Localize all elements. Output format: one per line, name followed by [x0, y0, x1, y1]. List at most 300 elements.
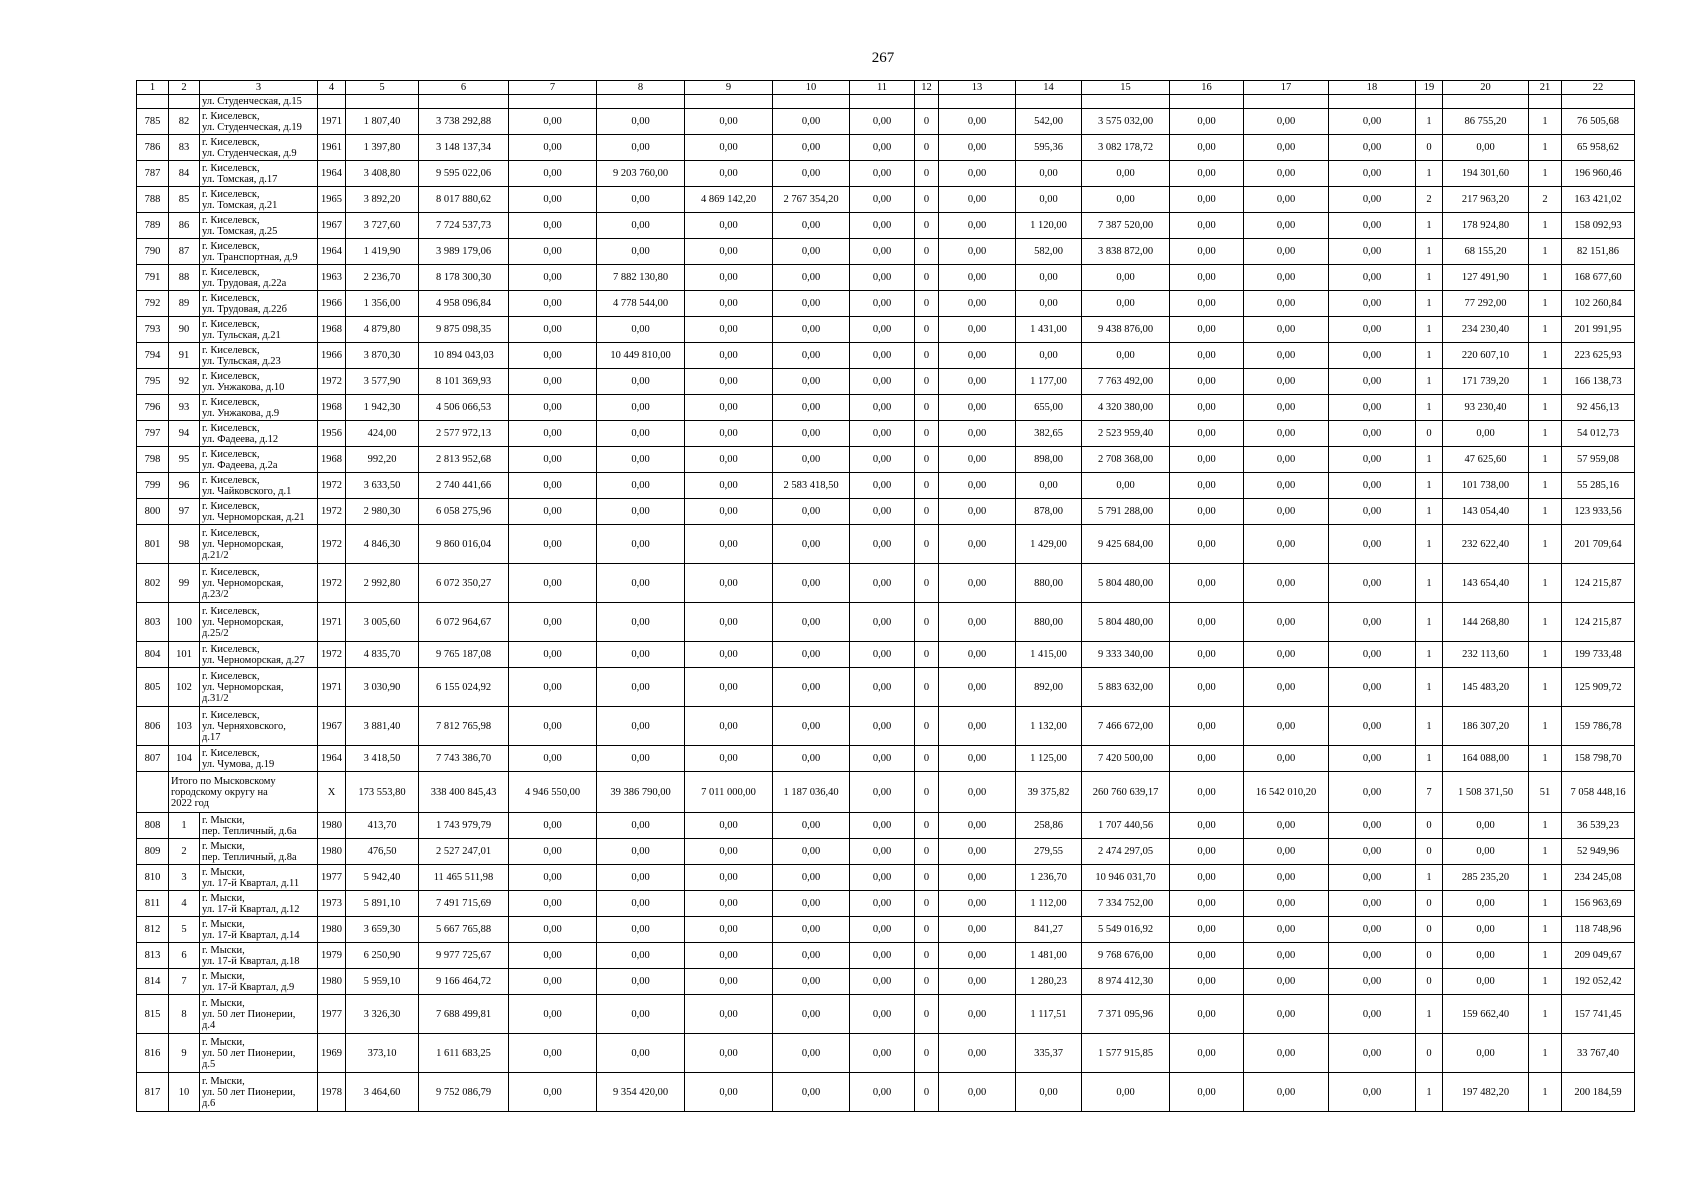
count-col-21-cell: 1 — [1529, 265, 1562, 291]
count-col-21-cell: 1 — [1529, 1073, 1562, 1112]
cost-col-8-cell: 39 386 790,00 — [597, 772, 685, 813]
cost-col-8-cell: 0,00 — [597, 707, 685, 746]
count-col-12-cell: 0 — [915, 343, 939, 369]
address-cell: г. Киселевск, ул. Черноморская, д.27 — [200, 642, 318, 668]
cost-col-10-cell: 0,00 — [773, 213, 850, 239]
cost-col-18-cell: 0,00 — [1329, 317, 1416, 343]
table-row — [137, 473, 1635, 499]
cost-col-20-cell: 0,00 — [1443, 917, 1529, 943]
cost-col-8-cell: 0,00 — [597, 525, 685, 564]
build-year-cell: 1966 — [318, 343, 346, 369]
cost-col-15-cell: 5 549 016,92 — [1082, 917, 1170, 943]
table-row — [137, 525, 1635, 564]
cost-col-18-cell: 0,00 — [1329, 603, 1416, 642]
cost-col-11-cell: 0,00 — [850, 135, 915, 161]
area-cell: 1 807,40 — [346, 109, 419, 135]
cost-col-16-cell: 0,00 — [1170, 917, 1244, 943]
count-col-12-cell: 0 — [915, 447, 939, 473]
count-col-21-cell: 2 — [1529, 187, 1562, 213]
volume-col-14-cell: 0,00 — [1016, 291, 1082, 317]
count-col-12-cell: 0 — [915, 813, 939, 839]
cost-col-20-cell: 164 088,00 — [1443, 746, 1529, 772]
cost-col-10-cell: 0,00 — [773, 525, 850, 564]
row-index-cell: 797 — [137, 421, 169, 447]
row-index-cell: 805 — [137, 668, 169, 707]
group-index-cell: 7 — [169, 969, 200, 995]
cost-col-20-cell — [1443, 95, 1529, 109]
table-body — [137, 95, 1635, 1112]
cost-col-13-cell: 0,00 — [939, 291, 1016, 317]
cost-col-22-cell: 102 260,84 — [1562, 291, 1635, 317]
cost-col-13-cell: 0,00 — [939, 135, 1016, 161]
row-index-cell — [137, 95, 169, 109]
cost-col-16-cell: 0,00 — [1170, 603, 1244, 642]
count-col-21-cell: 1 — [1529, 447, 1562, 473]
cost-col-17-cell: 0,00 — [1244, 564, 1329, 603]
total-cost-cell: 9 595 022,06 — [419, 161, 509, 187]
count-col-12-cell: 0 — [915, 564, 939, 603]
cost-col-22-cell: 7 058 448,16 — [1562, 772, 1635, 813]
cost-col-13-cell: 0,00 — [939, 265, 1016, 291]
volume-col-14-cell: 595,36 — [1016, 135, 1082, 161]
group-index-cell: 97 — [169, 499, 200, 525]
cost-col-22-cell: 57 959,08 — [1562, 447, 1635, 473]
cost-col-10-cell: 0,00 — [773, 917, 850, 943]
cost-col-7-cell: 0,00 — [509, 917, 597, 943]
cost-col-16-cell: 0,00 — [1170, 135, 1244, 161]
count-col-12-cell: 0 — [915, 187, 939, 213]
total-cost-cell: 6 072 964,67 — [419, 603, 509, 642]
cost-col-9-cell: 0,00 — [685, 291, 773, 317]
cost-col-11-cell: 0,00 — [850, 395, 915, 421]
total-cost-cell: 2 527 247,01 — [419, 839, 509, 865]
cost-col-17-cell: 0,00 — [1244, 265, 1329, 291]
count-col-19-cell: 1 — [1416, 343, 1443, 369]
area-cell: 2 980,30 — [346, 499, 419, 525]
cost-col-9-cell: 0,00 — [685, 943, 773, 969]
cost-col-18-cell: 0,00 — [1329, 917, 1416, 943]
column-number-5: 5 — [346, 81, 419, 95]
cost-col-9-cell: 7 011 000,00 — [685, 772, 773, 813]
cost-col-22-cell: 33 767,40 — [1562, 1034, 1635, 1073]
volume-col-14-cell: 1 112,00 — [1016, 891, 1082, 917]
total-cost-cell: 4 506 066,53 — [419, 395, 509, 421]
table-row — [137, 891, 1635, 917]
area-cell: 3 326,30 — [346, 995, 419, 1034]
total-cost-cell: 4 958 096,84 — [419, 291, 509, 317]
count-col-21-cell: 1 — [1529, 239, 1562, 265]
count-col-12-cell: 0 — [915, 473, 939, 499]
cost-col-10-cell: 0,00 — [773, 746, 850, 772]
cost-col-8-cell: 0,00 — [597, 109, 685, 135]
count-col-21-cell: 1 — [1529, 603, 1562, 642]
cost-col-18-cell: 0,00 — [1329, 865, 1416, 891]
build-year-cell: 1972 — [318, 525, 346, 564]
cost-col-15-cell: 0,00 — [1082, 161, 1170, 187]
cost-col-8-cell: 0,00 — [597, 499, 685, 525]
row-index-cell: 793 — [137, 317, 169, 343]
cost-col-15-cell: 7 466 672,00 — [1082, 707, 1170, 746]
count-col-19-cell: 0 — [1416, 839, 1443, 865]
address-cell: г. Киселевск, ул. Фадеева, д.12 — [200, 421, 318, 447]
cost-col-16-cell: 0,00 — [1170, 642, 1244, 668]
table-row — [137, 317, 1635, 343]
group-index-cell: 90 — [169, 317, 200, 343]
cost-col-7-cell: 0,00 — [509, 707, 597, 746]
cost-col-16-cell: 0,00 — [1170, 473, 1244, 499]
cost-col-7-cell: 0,00 — [509, 421, 597, 447]
total-cost-cell: 9 752 086,79 — [419, 1073, 509, 1112]
build-year-cell: 1977 — [318, 995, 346, 1034]
cost-col-10-cell: 0,00 — [773, 1073, 850, 1112]
cost-col-22-cell: 82 151,86 — [1562, 239, 1635, 265]
cost-col-11-cell: 0,00 — [850, 839, 915, 865]
cost-col-10-cell: 0,00 — [773, 813, 850, 839]
cost-col-9-cell: 0,00 — [685, 969, 773, 995]
cost-col-11-cell: 0,00 — [850, 265, 915, 291]
cost-col-17-cell: 0,00 — [1244, 473, 1329, 499]
row-index-cell: 811 — [137, 891, 169, 917]
count-col-12-cell: 0 — [915, 1073, 939, 1112]
cost-col-7-cell: 0,00 — [509, 995, 597, 1034]
row-index-cell: 810 — [137, 865, 169, 891]
table-row — [137, 343, 1635, 369]
column-number-22: 22 — [1562, 81, 1635, 95]
cost-col-16-cell — [1170, 95, 1244, 109]
cost-col-10-cell: 0,00 — [773, 995, 850, 1034]
table-row — [137, 917, 1635, 943]
cost-col-22-cell: 163 421,02 — [1562, 187, 1635, 213]
total-cost-cell: 338 400 845,43 — [419, 772, 509, 813]
cost-col-18-cell: 0,00 — [1329, 447, 1416, 473]
address-cell: г. Киселевск, ул. Томская, д.17 — [200, 161, 318, 187]
cost-col-22-cell: 201 709,64 — [1562, 525, 1635, 564]
count-col-21-cell: 1 — [1529, 865, 1562, 891]
cost-col-8-cell: 0,00 — [597, 239, 685, 265]
count-col-21-cell: 1 — [1529, 813, 1562, 839]
volume-col-14-cell: 1 415,00 — [1016, 642, 1082, 668]
cost-col-10-cell — [773, 95, 850, 109]
count-col-21-cell: 1 — [1529, 969, 1562, 995]
count-col-21-cell: 1 — [1529, 943, 1562, 969]
total-cost-cell: 3 738 292,88 — [419, 109, 509, 135]
count-col-21-cell: 1 — [1529, 317, 1562, 343]
cost-col-22-cell: 124 215,87 — [1562, 603, 1635, 642]
count-col-12-cell: 0 — [915, 668, 939, 707]
cost-col-22-cell: 234 245,08 — [1562, 865, 1635, 891]
row-index-cell: 787 — [137, 161, 169, 187]
cost-col-16-cell: 0,00 — [1170, 265, 1244, 291]
cost-col-8-cell: 0,00 — [597, 865, 685, 891]
cost-col-8-cell: 0,00 — [597, 317, 685, 343]
cost-col-17-cell: 0,00 — [1244, 746, 1329, 772]
cost-col-8-cell: 0,00 — [597, 447, 685, 473]
table-total-row — [137, 772, 1635, 813]
cost-col-7-cell: 0,00 — [509, 161, 597, 187]
cost-col-17-cell: 0,00 — [1244, 447, 1329, 473]
area-cell: 373,10 — [346, 1034, 419, 1073]
cost-col-20-cell: 197 482,20 — [1443, 1073, 1529, 1112]
count-col-21-cell: 1 — [1529, 135, 1562, 161]
address-cell: г. Киселевск, ул. Студенческая, д.9 — [200, 135, 318, 161]
cost-col-7-cell: 0,00 — [509, 187, 597, 213]
cost-col-10-cell: 0,00 — [773, 891, 850, 917]
cost-col-10-cell: 0,00 — [773, 969, 850, 995]
cost-col-9-cell: 0,00 — [685, 161, 773, 187]
group-index-cell: 2 — [169, 839, 200, 865]
column-number-21: 21 — [1529, 81, 1562, 95]
address-cell: г. Киселевск, ул. Черноморская, д.25/2 — [200, 603, 318, 642]
count-col-21-cell: 1 — [1529, 343, 1562, 369]
cost-col-22-cell: 158 092,93 — [1562, 213, 1635, 239]
cost-col-15-cell: 5 791 288,00 — [1082, 499, 1170, 525]
build-year-cell: 1978 — [318, 1073, 346, 1112]
cost-col-15-cell: 9 768 676,00 — [1082, 943, 1170, 969]
column-number-1: 1 — [137, 81, 169, 95]
group-index-cell: 104 — [169, 746, 200, 772]
area-cell: 6 250,90 — [346, 943, 419, 969]
cost-col-11-cell: 0,00 — [850, 969, 915, 995]
group-index-cell — [169, 95, 200, 109]
cost-col-11-cell: 0,00 — [850, 1034, 915, 1073]
cost-col-11-cell: 0,00 — [850, 865, 915, 891]
volume-col-14-cell: 1 481,00 — [1016, 943, 1082, 969]
cost-col-13-cell: 0,00 — [939, 239, 1016, 265]
total-cost-cell: 6 058 275,96 — [419, 499, 509, 525]
address-cell: г. Мыски, ул. 17-й Квартал, д.18 — [200, 943, 318, 969]
cost-col-17-cell: 0,00 — [1244, 969, 1329, 995]
cost-col-15-cell: 5 883 632,00 — [1082, 668, 1170, 707]
cost-col-7-cell: 4 946 550,00 — [509, 772, 597, 813]
total-cost-cell: 3 989 179,06 — [419, 239, 509, 265]
cost-col-18-cell: 0,00 — [1329, 187, 1416, 213]
total-cost-cell: 5 667 765,88 — [419, 917, 509, 943]
cost-col-15-cell: 7 334 752,00 — [1082, 891, 1170, 917]
cost-col-13-cell: 0,00 — [939, 473, 1016, 499]
cost-col-9-cell: 0,00 — [685, 995, 773, 1034]
cost-col-13-cell: 0,00 — [939, 343, 1016, 369]
cost-col-9-cell: 0,00 — [685, 499, 773, 525]
count-col-19-cell: 1 — [1416, 239, 1443, 265]
cost-col-18-cell: 0,00 — [1329, 839, 1416, 865]
cost-col-16-cell: 0,00 — [1170, 369, 1244, 395]
cost-col-13-cell: 0,00 — [939, 891, 1016, 917]
volume-col-14-cell: 655,00 — [1016, 395, 1082, 421]
cost-col-22-cell: 36 539,23 — [1562, 813, 1635, 839]
cost-col-16-cell: 0,00 — [1170, 995, 1244, 1034]
cost-col-13-cell: 0,00 — [939, 746, 1016, 772]
group-index-cell: 83 — [169, 135, 200, 161]
total-cost-cell: 8 017 880,62 — [419, 187, 509, 213]
cost-col-18-cell: 0,00 — [1329, 421, 1416, 447]
group-index-cell: 86 — [169, 213, 200, 239]
address-cell: г. Киселевск, ул. Чайковского, д.1 — [200, 473, 318, 499]
column-number-17: 17 — [1244, 81, 1329, 95]
count-col-12-cell: 0 — [915, 499, 939, 525]
cost-col-20-cell: 0,00 — [1443, 891, 1529, 917]
area-cell: 3 408,80 — [346, 161, 419, 187]
cost-col-18-cell: 0,00 — [1329, 369, 1416, 395]
cost-col-8-cell: 0,00 — [597, 1034, 685, 1073]
table-row — [137, 839, 1635, 865]
cost-col-16-cell: 0,00 — [1170, 772, 1244, 813]
cost-col-9-cell: 0,00 — [685, 525, 773, 564]
cost-col-22-cell: 159 786,78 — [1562, 707, 1635, 746]
count-col-21-cell: 1 — [1529, 395, 1562, 421]
cost-col-11-cell: 0,00 — [850, 1073, 915, 1112]
cost-col-22-cell: 209 049,67 — [1562, 943, 1635, 969]
cost-col-9-cell: 0,00 — [685, 917, 773, 943]
table-row — [137, 291, 1635, 317]
column-number-4: 4 — [318, 81, 346, 95]
volume-col-14-cell: 279,55 — [1016, 839, 1082, 865]
cost-col-7-cell: 0,00 — [509, 499, 597, 525]
count-col-21-cell: 1 — [1529, 917, 1562, 943]
row-index-cell: 796 — [137, 395, 169, 421]
address-cell: г. Мыски, пер. Тепличный, д.8а — [200, 839, 318, 865]
group-index-cell: 92 — [169, 369, 200, 395]
cost-col-18-cell: 0,00 — [1329, 473, 1416, 499]
cost-col-16-cell: 0,00 — [1170, 943, 1244, 969]
cost-col-15-cell: 5 804 480,00 — [1082, 603, 1170, 642]
column-number-20: 20 — [1443, 81, 1529, 95]
cost-col-11-cell: 0,00 — [850, 317, 915, 343]
cost-col-17-cell: 0,00 — [1244, 707, 1329, 746]
address-cell: г. Киселевск, ул. Тульская, д.23 — [200, 343, 318, 369]
total-cost-cell: 2 813 952,68 — [419, 447, 509, 473]
count-col-19-cell: 7 — [1416, 772, 1443, 813]
count-col-12-cell: 0 — [915, 943, 939, 969]
cost-col-7-cell: 0,00 — [509, 564, 597, 603]
row-index-cell: 791 — [137, 265, 169, 291]
cost-col-9-cell: 0,00 — [685, 603, 773, 642]
volume-col-14-cell: 1 117,51 — [1016, 995, 1082, 1034]
cost-col-20-cell: 0,00 — [1443, 839, 1529, 865]
table-row — [137, 213, 1635, 239]
address-cell: г. Мыски, ул. 17-й Квартал, д.14 — [200, 917, 318, 943]
cost-col-18-cell: 0,00 — [1329, 668, 1416, 707]
count-col-21-cell: 1 — [1529, 668, 1562, 707]
cost-col-20-cell: 232 113,60 — [1443, 642, 1529, 668]
cost-col-18-cell: 0,00 — [1329, 499, 1416, 525]
volume-col-14-cell — [1016, 95, 1082, 109]
volume-col-14-cell: 542,00 — [1016, 109, 1082, 135]
cost-col-9-cell: 0,00 — [685, 265, 773, 291]
cost-col-16-cell: 0,00 — [1170, 317, 1244, 343]
volume-col-14-cell: 1 280,23 — [1016, 969, 1082, 995]
area-cell: 1 356,00 — [346, 291, 419, 317]
cost-col-20-cell: 93 230,40 — [1443, 395, 1529, 421]
cost-col-15-cell: 2 474 297,05 — [1082, 839, 1170, 865]
cost-col-18-cell: 0,00 — [1329, 707, 1416, 746]
column-number-row — [137, 81, 1635, 95]
cost-col-15-cell: 2 708 368,00 — [1082, 447, 1170, 473]
cost-col-20-cell: 194 301,60 — [1443, 161, 1529, 187]
build-year-cell: 1968 — [318, 317, 346, 343]
group-index-cell: 88 — [169, 265, 200, 291]
cost-col-9-cell: 0,00 — [685, 813, 773, 839]
group-index-cell: 99 — [169, 564, 200, 603]
cost-col-9-cell — [685, 95, 773, 109]
address-cell: г. Киселевск, ул. Черноморская, д.21 — [200, 499, 318, 525]
build-year-cell: 1971 — [318, 109, 346, 135]
cost-col-20-cell: 159 662,40 — [1443, 995, 1529, 1034]
cost-col-15-cell: 3 838 872,00 — [1082, 239, 1170, 265]
cost-col-7-cell: 0,00 — [509, 213, 597, 239]
address-cell: г. Киселевск, ул. Унжакова, д.9 — [200, 395, 318, 421]
count-col-21-cell: 1 — [1529, 891, 1562, 917]
area-cell: 992,20 — [346, 447, 419, 473]
cost-col-8-cell: 0,00 — [597, 642, 685, 668]
cost-col-13-cell: 0,00 — [939, 943, 1016, 969]
total-cost-cell: 6 155 024,92 — [419, 668, 509, 707]
cost-col-18-cell: 0,00 — [1329, 135, 1416, 161]
count-col-21-cell: 1 — [1529, 291, 1562, 317]
row-index-cell: 799 — [137, 473, 169, 499]
cost-col-13-cell: 0,00 — [939, 213, 1016, 239]
count-col-19-cell: 1 — [1416, 668, 1443, 707]
row-index-cell: 804 — [137, 642, 169, 668]
count-col-19-cell: 0 — [1416, 1034, 1443, 1073]
cost-col-8-cell: 0,00 — [597, 839, 685, 865]
build-year-cell: X — [318, 772, 346, 813]
count-col-12-cell: 0 — [915, 995, 939, 1034]
build-year-cell: 1972 — [318, 564, 346, 603]
volume-col-14-cell: 0,00 — [1016, 265, 1082, 291]
cost-col-20-cell: 285 235,20 — [1443, 865, 1529, 891]
cost-col-20-cell: 1 508 371,50 — [1443, 772, 1529, 813]
build-year-cell: 1964 — [318, 239, 346, 265]
cost-col-9-cell: 0,00 — [685, 447, 773, 473]
group-index-cell: 100 — [169, 603, 200, 642]
cost-col-15-cell: 1 577 915,85 — [1082, 1034, 1170, 1073]
cost-col-22-cell: 123 933,56 — [1562, 499, 1635, 525]
cost-col-8-cell: 0,00 — [597, 969, 685, 995]
cost-col-15-cell: 3 082 178,72 — [1082, 135, 1170, 161]
cost-col-17-cell: 0,00 — [1244, 317, 1329, 343]
area-cell: 476,50 — [346, 839, 419, 865]
address-cell: г. Киселевск, ул. Трудовая, д.22б — [200, 291, 318, 317]
build-year-cell: 1964 — [318, 746, 346, 772]
area-cell: 173 553,80 — [346, 772, 419, 813]
cost-col-9-cell: 0,00 — [685, 239, 773, 265]
cost-col-9-cell: 0,00 — [685, 317, 773, 343]
table-row — [137, 943, 1635, 969]
cost-col-20-cell: 127 491,90 — [1443, 265, 1529, 291]
cost-col-9-cell: 0,00 — [685, 891, 773, 917]
cost-col-7-cell: 0,00 — [509, 839, 597, 865]
cost-col-16-cell: 0,00 — [1170, 109, 1244, 135]
cost-col-10-cell: 0,00 — [773, 135, 850, 161]
table-row — [137, 642, 1635, 668]
cost-col-7-cell: 0,00 — [509, 473, 597, 499]
cost-col-13-cell: 0,00 — [939, 917, 1016, 943]
count-col-12-cell: 0 — [915, 239, 939, 265]
address-cell: г. Мыски, ул. 50 лет Пионерии, д.6 — [200, 1073, 318, 1112]
cost-col-20-cell: 220 607,10 — [1443, 343, 1529, 369]
cost-col-16-cell: 0,00 — [1170, 969, 1244, 995]
area-cell: 5 891,10 — [346, 891, 419, 917]
group-index-cell: 103 — [169, 707, 200, 746]
cost-col-11-cell: 0,00 — [850, 239, 915, 265]
group-index-cell: 89 — [169, 291, 200, 317]
row-index-cell: 789 — [137, 213, 169, 239]
table-row — [137, 668, 1635, 707]
cost-col-16-cell: 0,00 — [1170, 343, 1244, 369]
count-col-19-cell — [1416, 95, 1443, 109]
count-col-19-cell: 1 — [1416, 746, 1443, 772]
area-cell: 1 419,90 — [346, 239, 419, 265]
